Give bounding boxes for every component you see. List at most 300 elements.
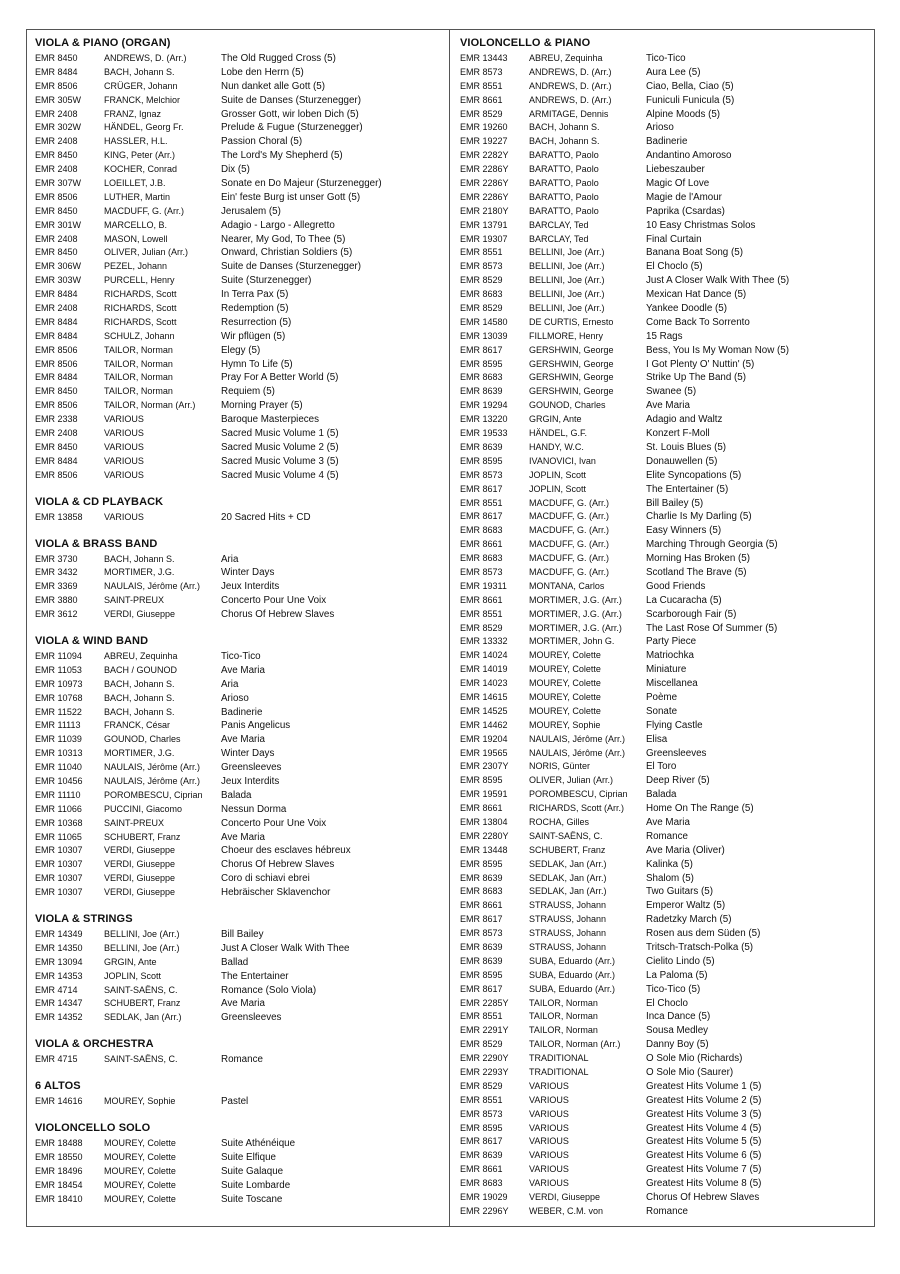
catalog-number: EMR 8484 — [35, 289, 78, 300]
composer: BELLINI, Joe (Arr.) — [529, 275, 605, 286]
composer: RICHARDS, Scott — [104, 289, 177, 300]
catalog-row — [35, 664, 445, 678]
catalog-number: EMR 2408 — [35, 164, 78, 175]
work-title: Concerto Pour Une Voix — [221, 817, 327, 829]
work-title: In Terra Pax (5) — [221, 289, 289, 301]
composer: MACDUFF, G. (Arr.) — [529, 539, 609, 550]
catalog-row — [460, 191, 870, 205]
work-title: Marching Through Georgia (5) — [646, 539, 778, 551]
work-title: 15 Rags — [646, 330, 683, 342]
catalog-row — [35, 344, 445, 358]
composer: ABREU, Zequinha — [529, 53, 603, 63]
catalog-row — [35, 260, 445, 274]
catalog-row — [35, 928, 445, 942]
composer: STRAUSS, Johann — [529, 900, 607, 911]
catalog-number: EMR 8484 — [35, 372, 78, 383]
work-title: Cielito Lindo (5) — [646, 955, 715, 967]
catalog-number: EMR 8639 — [460, 955, 503, 966]
work-title: Greensleeves — [221, 762, 282, 774]
composer: IVANOVICI, Ivan — [529, 455, 596, 466]
work-title: Magie de l'Amour — [646, 191, 722, 203]
work-title: Danny Boy (5) — [646, 1039, 709, 1051]
catalog-number: EMR 19307 — [460, 233, 508, 244]
catalog-row — [460, 177, 870, 191]
catalog-number: EMR 10307 — [35, 845, 83, 856]
catalog-number: EMR 8573 — [460, 469, 503, 480]
catalog-number: EMR 10768 — [35, 692, 83, 703]
catalog-number: EMR 8595 — [460, 969, 503, 980]
work-title: Good Friends — [646, 580, 706, 592]
catalog-number: EMR 8551 — [460, 1094, 503, 1105]
catalog-row — [460, 205, 870, 219]
section-violoncello-piano — [460, 36, 870, 1219]
catalog-number: EMR 8661 — [460, 594, 503, 605]
composer: TAILOR, Norman — [529, 997, 598, 1008]
catalog-number: EMR 8551 — [460, 497, 503, 508]
catalog-number: EMR 13448 — [460, 844, 508, 855]
section-title: VIOLA & ORCHESTRA — [35, 1038, 154, 1051]
composer: BELLINI, Joe (Arr.) — [104, 942, 180, 953]
catalog-row — [35, 1053, 445, 1067]
catalog-number: EMR 8683 — [460, 372, 503, 383]
catalog-number: EMR 14462 — [460, 719, 508, 730]
catalog-number: EMR 2408 — [35, 108, 78, 119]
composer: VERDI, Giuseppe — [104, 609, 176, 620]
composer: SCHUBERT, Franz — [104, 831, 181, 842]
work-title: Deep River (5) — [646, 775, 710, 787]
catalog-number: EMR 2296Y — [460, 1205, 509, 1216]
composer: BACH / GOUNOD — [104, 664, 178, 675]
work-title: Ave Maria — [646, 816, 690, 828]
work-title: Chorus Of Hebrew Slaves — [221, 859, 335, 871]
work-title: El Toro — [646, 761, 677, 773]
catalog-row — [460, 358, 870, 372]
work-title: Suite de Danses (Sturzenegger) — [221, 94, 361, 106]
composer: MACDUFF, G. (Arr.) — [529, 525, 609, 536]
catalog-row — [460, 163, 870, 177]
catalog-row — [35, 692, 445, 706]
composer: BACH, Johann S. — [529, 136, 600, 147]
catalog-number: EMR 2408 — [35, 136, 78, 147]
catalog-number: EMR 8450 — [35, 441, 78, 452]
catalog-number: EMR 8573 — [460, 928, 503, 939]
catalog-row — [460, 983, 870, 997]
work-title: Radetzky March (5) — [646, 914, 732, 926]
composer: MOUREY, Colette — [529, 691, 601, 702]
composer: VERDI, Giuseppe — [104, 859, 176, 870]
composer: BARATTO, Paolo — [529, 178, 599, 189]
catalog-row — [35, 246, 445, 260]
work-title: The Lord's My Shepherd (5) — [221, 150, 343, 162]
composer: BELLINI, Joe (Arr.) — [529, 289, 605, 300]
catalog-number: EMR 8484 — [35, 66, 78, 77]
work-title: O Sole Mio (Saurer) — [646, 1067, 734, 1079]
work-title: Romance — [221, 1054, 263, 1066]
work-title: La Paloma (5) — [646, 969, 708, 981]
work-title: O Sole Mio (Richards) — [646, 1053, 743, 1065]
composer: MOUREY, Colette — [104, 1179, 176, 1190]
work-title: Greensleeves — [221, 1012, 282, 1024]
catalog-row — [35, 984, 445, 998]
catalog-row — [35, 413, 445, 427]
catalog-row — [35, 385, 445, 399]
composer: SAINT-PREUX — [104, 817, 165, 828]
composer: ANDREWS, D. (Arr.) — [104, 53, 187, 63]
catalog-row — [460, 510, 870, 524]
composer: POROMBESCU, Ciprian — [104, 789, 203, 800]
work-title: Dix (5) — [221, 164, 250, 176]
catalog-row — [35, 580, 445, 594]
composer: PUCCINI, Giacomo — [104, 803, 183, 814]
work-title: Morning Has Broken (5) — [646, 553, 750, 565]
work-title: Suite Toscane — [221, 1193, 283, 1205]
catalog-number: EMR 14616 — [35, 1096, 83, 1107]
catalog-row — [35, 706, 445, 720]
catalog-row — [35, 803, 445, 817]
catalog-row — [460, 580, 870, 594]
catalog-number: EMR 8683 — [460, 289, 503, 300]
catalog-number: EMR 8551 — [460, 608, 503, 619]
catalog-row — [460, 885, 870, 899]
work-title: La Cucaracha (5) — [646, 594, 722, 606]
composer: NORIS, Günter — [529, 761, 591, 772]
catalog-row — [460, 233, 870, 247]
catalog-number: EMR 8617 — [460, 483, 503, 494]
work-title: El Choclo (5) — [646, 261, 703, 273]
composer: TAILOR, Norman — [529, 1025, 598, 1036]
catalog-row — [35, 1137, 445, 1151]
composer: ROCHA, Gilles — [529, 816, 590, 827]
catalog-row — [460, 302, 870, 316]
catalog-number: EMR 8506 — [35, 358, 78, 369]
work-title: Bill Bailey (5) — [646, 497, 704, 509]
composer: ABREU, Zequinha — [104, 650, 178, 661]
catalog-number: EMR 8450 — [35, 150, 78, 161]
work-title: Grosser Gott, wir loben Dich (5) — [221, 108, 359, 120]
catalog-number: EMR 4715 — [35, 1054, 78, 1065]
catalog-row — [460, 1052, 870, 1066]
composer: BACH, Johann S. — [104, 553, 175, 564]
catalog-row — [460, 649, 870, 663]
composer: MORTIMER, J.G. — [104, 748, 175, 759]
catalog-row — [460, 747, 870, 761]
catalog-number: EMR 11039 — [35, 734, 82, 745]
catalog-number: EMR 11110 — [35, 789, 81, 800]
catalog-row — [460, 552, 870, 566]
catalog-row — [35, 970, 445, 984]
work-title: Ein' feste Burg ist unser Gott (5) — [221, 191, 361, 203]
work-title: Badinerie — [221, 706, 263, 718]
catalog-number: EMR 14350 — [35, 942, 83, 953]
work-title: Romance — [646, 830, 688, 842]
work-title: Resurrection (5) — [221, 316, 292, 328]
composer: STRAUSS, Johann — [529, 914, 607, 925]
catalog-number: EMR 13094 — [35, 956, 83, 967]
catalog-number: EMR 8484 — [35, 330, 78, 341]
work-title: I Got Plenty O' Nuttin' (5) — [646, 358, 755, 370]
catalog-number: EMR 8450 — [35, 386, 78, 397]
catalog-row — [35, 1151, 445, 1165]
catalog-row — [460, 1024, 870, 1038]
catalog-row — [460, 538, 870, 552]
catalog-row — [460, 872, 870, 886]
catalog-row — [460, 913, 870, 927]
catalog-number: EMR 3432 — [35, 567, 78, 578]
section-title: VIOLA & CD PLAYBACK — [35, 495, 164, 508]
composer: SUBA, Eduardo (Arr.) — [529, 983, 616, 994]
catalog-row — [460, 497, 870, 511]
composer: BARATTO, Paolo — [529, 191, 599, 202]
section-6-altos — [35, 1079, 445, 1109]
composer: VARIOUS — [529, 1164, 569, 1175]
catalog-row — [460, 594, 870, 608]
catalog-number: EMR 14024 — [460, 650, 508, 661]
composer: NAULAIS, Jérôme (Arr.) — [104, 762, 201, 773]
composer: MOUREY, Colette — [104, 1151, 176, 1162]
catalog-row — [35, 997, 445, 1011]
work-title: Greatest Hits Volume 3 (5) — [646, 1108, 762, 1120]
work-title: Prelude & Fugue (Sturzenegger) — [221, 122, 363, 134]
catalog-number: EMR 8661 — [460, 1164, 503, 1175]
composer: TRADITIONAL — [529, 1067, 589, 1078]
catalog-number: EMR 14615 — [460, 691, 508, 702]
catalog-number: EMR 8529 — [460, 303, 503, 314]
composer: NAULAIS, Jérôme (Arr.) — [529, 733, 626, 744]
composer: SUBA, Eduardo (Arr.) — [529, 969, 616, 980]
catalog-number: EMR 8551 — [460, 247, 503, 258]
catalog-row — [460, 413, 870, 427]
work-title: Hebräischer Sklavenchor — [221, 887, 331, 899]
work-title: Tico-Tico (5) — [646, 983, 701, 995]
composer: SCHUBERT, Franz — [104, 998, 181, 1009]
composer: MACDUFF, G. (Arr.) — [529, 553, 609, 564]
work-title: Winter Days — [221, 567, 275, 579]
catalog-row — [460, 1149, 870, 1163]
catalog-number: EMR 19227 — [460, 136, 508, 147]
work-title: Sacred Music Volume 1 (5) — [221, 428, 339, 440]
catalog-row — [35, 942, 445, 956]
catalog-row — [35, 872, 445, 886]
composer: MACDUFF, G. (Arr.) — [529, 511, 609, 522]
composer: SCHULZ, Johann — [104, 330, 175, 341]
composer: FRANCK, Melchior — [104, 94, 181, 105]
composer: NAULAIS, Jérôme (Arr.) — [104, 775, 201, 786]
catalog-row — [460, 691, 870, 705]
composer: BACH, Johann S. — [104, 692, 175, 703]
work-title: Suite de Danses (Sturzenegger) — [221, 261, 361, 273]
catalog-number: EMR 19260 — [460, 122, 508, 133]
composer: VARIOUS — [529, 1122, 569, 1133]
catalog-row — [460, 1191, 870, 1205]
catalog-number: EMR 8683 — [460, 525, 503, 536]
catalog-row — [35, 858, 445, 872]
catalog-row — [460, 246, 870, 260]
composer: MOUREY, Colette — [529, 678, 601, 689]
catalog-row — [460, 844, 870, 858]
catalog-number: EMR 8506 — [35, 191, 78, 202]
composer: MORTIMER, J.G. (Arr.) — [529, 594, 622, 605]
work-title: Pastel — [221, 1096, 249, 1108]
composer: TAILOR, Norman — [104, 344, 173, 355]
catalog-number: EMR 14023 — [460, 678, 508, 689]
section-viola-wind-band — [35, 634, 445, 900]
work-title: St. Louis Blues (5) — [646, 441, 727, 453]
catalog-number: EMR 14349 — [35, 928, 83, 939]
work-title: Wir pflügen (5) — [221, 330, 286, 342]
composer: ANDREWS, D. (Arr.) — [529, 94, 612, 105]
work-title: Tritsch-Tratsch-Polka (5) — [646, 942, 754, 953]
work-title: Greatest Hits Volume 6 (5) — [646, 1150, 762, 1162]
catalog-row — [460, 1135, 870, 1149]
catalog-number: EMR 8529 — [460, 1080, 503, 1091]
composer: BACH, Johann S. — [529, 122, 600, 133]
work-title: Sousa Medley — [646, 1025, 709, 1037]
catalog-row — [460, 483, 870, 497]
catalog-row — [460, 260, 870, 274]
work-title: Sacred Music Volume 2 (5) — [221, 441, 339, 453]
work-title: Choeur des esclaves hébreux — [221, 845, 351, 857]
work-title: Miniature — [646, 664, 687, 676]
work-title: Nessun Dorma — [221, 803, 287, 815]
catalog-row — [35, 1165, 445, 1179]
catalog-row — [460, 927, 870, 941]
composer: BELLINI, Joe (Arr.) — [529, 247, 605, 258]
catalog-row — [35, 761, 445, 775]
catalog-row — [35, 747, 445, 761]
catalog-number: EMR 8595 — [460, 858, 503, 869]
work-title: Jeux Interdits — [221, 775, 280, 787]
catalog-number: EMR 301W — [35, 219, 82, 230]
work-title: Kalinka (5) — [646, 858, 693, 870]
composer: GERSHWIN, George — [529, 372, 614, 383]
composer: VERDI, Giuseppe — [104, 887, 176, 898]
catalog-number: EMR 13039 — [460, 330, 508, 341]
catalog-number: EMR 13220 — [460, 414, 508, 425]
work-title: Ave Maria — [221, 734, 265, 746]
composer: MOUREY, Colette — [529, 650, 601, 661]
catalog-number: EMR 10307 — [35, 873, 83, 884]
catalog-number: EMR 10368 — [35, 817, 83, 828]
catalog-row — [460, 858, 870, 872]
work-title: Emperor Waltz (5) — [646, 900, 726, 912]
composer: SAINT-SAËNS, C. — [104, 1054, 178, 1065]
catalog-number: EMR 306W — [35, 261, 82, 272]
composer: HASSLER, H.L. — [104, 136, 168, 147]
composer: GERSHWIN, George — [529, 358, 614, 369]
catalog-number: EMR 13791 — [460, 219, 508, 230]
composer: RICHARDS, Scott — [104, 303, 177, 314]
catalog-row — [460, 371, 870, 385]
catalog-row — [460, 288, 870, 302]
work-title: Romance (Solo Viola) — [221, 984, 317, 996]
work-title: Greatest Hits Volume 7 (5) — [646, 1164, 762, 1176]
composer: BELLINI, Joe (Arr.) — [529, 303, 605, 314]
catalog-number: EMR 2180Y — [460, 205, 509, 216]
catalog-number: EMR 8529 — [460, 1039, 503, 1050]
composer: TAILOR, Norman — [529, 1011, 598, 1022]
catalog-row — [35, 274, 445, 288]
work-title: Ballad — [221, 956, 249, 968]
catalog-row — [460, 135, 870, 149]
catalog-number: EMR 2307Y — [460, 761, 509, 772]
catalog-number: EMR 8529 — [460, 622, 503, 633]
composer: SAINT-SAËNS, C. — [529, 830, 603, 841]
catalog-row — [460, 108, 870, 122]
catalog-number: EMR 2408 — [35, 233, 78, 244]
composer: SAINT-SAËNS, C. — [104, 984, 178, 995]
composer: BACH, Johann S. — [104, 706, 175, 717]
catalog-row — [460, 705, 870, 719]
work-title: Mexican Hat Dance (5) — [646, 289, 747, 301]
catalog-number: EMR 8617 — [460, 983, 503, 994]
section-viola-brass-band — [35, 537, 445, 622]
catalog-number: EMR 8661 — [460, 539, 503, 550]
work-title: Sacred Music Volume 3 (5) — [221, 455, 339, 467]
work-title: Arioso — [221, 692, 249, 704]
composer: VERDI, Giuseppe — [529, 1192, 601, 1203]
catalog-number: EMR 8573 — [460, 566, 503, 577]
catalog-number: EMR 10456 — [35, 775, 83, 786]
work-title: Nun danket alle Gott (5) — [221, 80, 326, 92]
catalog-row — [460, 788, 870, 802]
catalog-row — [35, 302, 445, 316]
composer: SUBA, Eduardo (Arr.) — [529, 955, 616, 966]
work-title: Charlie Is My Darling (5) — [646, 511, 752, 523]
catalog-row — [460, 94, 870, 108]
catalog-number: EMR 305W — [35, 94, 82, 105]
catalog-number: EMR 2338 — [35, 414, 78, 425]
catalog-number: EMR 8661 — [460, 94, 503, 105]
work-title: Ave Maria (Oliver) — [646, 844, 725, 856]
work-title: Lobe den Herrn (5) — [221, 66, 304, 78]
catalog-row — [35, 219, 445, 233]
catalog-row — [460, 344, 870, 358]
composer: GOUNOD, Charles — [104, 734, 181, 745]
composer: TAILOR, Norman — [104, 386, 173, 397]
catalog-row — [35, 831, 445, 845]
work-title: Just A Closer Walk With Thee (5) — [646, 275, 790, 287]
catalog-number: EMR 2290Y — [460, 1053, 509, 1064]
work-title: Party Piece — [646, 636, 697, 648]
composer: PURCELL, Henry — [104, 275, 175, 286]
catalog-row — [35, 775, 445, 789]
work-title: Ave Maria — [221, 664, 265, 676]
composer: SCHUBERT, Franz — [529, 844, 606, 855]
catalog-row — [35, 371, 445, 385]
catalog-row — [460, 121, 870, 135]
work-title: The Old Rugged Cross (5) — [221, 53, 336, 64]
catalog-row — [460, 663, 870, 677]
work-title: Suite Elfique — [221, 1151, 277, 1163]
catalog-number: EMR 8450 — [35, 247, 78, 258]
composer: GRGIN, Ante — [529, 414, 582, 425]
catalog-number: EMR 18488 — [35, 1138, 83, 1148]
catalog-number: EMR 8661 — [460, 900, 503, 911]
composer: ANDREWS, D. (Arr.) — [529, 80, 612, 91]
catalog-number: EMR 4714 — [35, 984, 78, 995]
section-violoncello-solo — [35, 1121, 445, 1206]
catalog-number: EMR 8506 — [35, 469, 78, 480]
catalog-number: EMR 8639 — [460, 441, 503, 452]
work-title: Morning Prayer (5) — [221, 400, 303, 412]
catalog-row — [460, 997, 870, 1011]
work-title: Badinerie — [646, 136, 688, 148]
work-title: Paprika (Csardas) — [646, 205, 725, 217]
catalog-row — [460, 1010, 870, 1024]
work-title: Baroque Masterpieces — [221, 414, 320, 426]
work-title: Greatest Hits Volume 5 (5) — [646, 1136, 762, 1148]
catalog-number: EMR 8639 — [460, 386, 503, 397]
